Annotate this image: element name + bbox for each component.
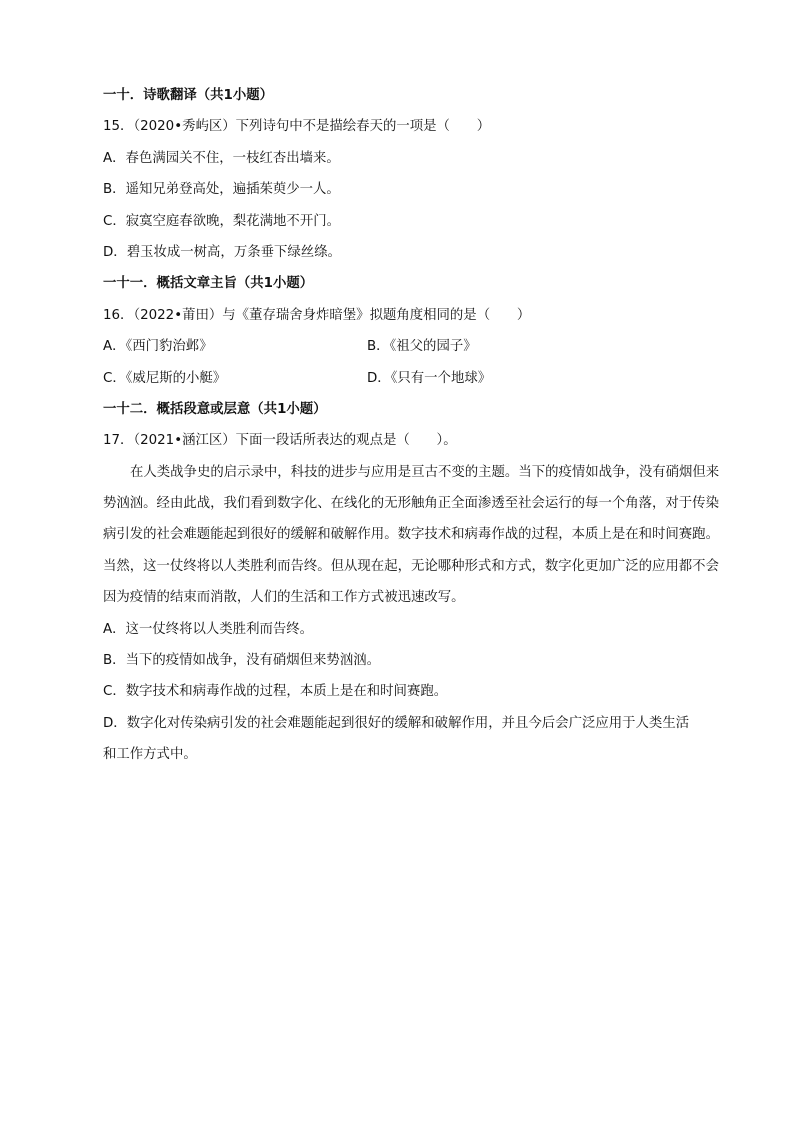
question-17-option-c: C．数字技术和病毒作战的过程，本质上是在和时间赛跑。 [103, 684, 448, 700]
question-15-option-c: C．寂寞空庭春欲晚，梨花满地不开门。 [103, 213, 340, 229]
passage-line-5: 因为疫情的结束而消散，人们的生活和工作方式被迅速改写。 [103, 590, 465, 606]
passage-line-2: 势汹汹。经由此战，我们看到数字化、在线化的无形触角正全面渗透至社会运行的每一个角落，对于传染 [103, 496, 719, 512]
question-17: 17．（2021•涵江区）下面一段话所表达的观点是（ ）。 [103, 433, 457, 449]
question-16-options-row-2 [103, 363, 703, 394]
question-16-option-a: A．《西门豹治邺》 [103, 339, 213, 355]
section-heading-11: 一十一．概括文章主旨（共1小题） [103, 276, 314, 292]
passage-line-4: 当然，这一仗终将以人类胜利而告终。但从现在起，无论哪种形式和方式，数字化更加广泛的应用都不会 [103, 558, 719, 574]
question-17-option-b: B．当下的疫情如战争，没有硝烟但来势汹汹。 [103, 653, 380, 669]
section-heading-12: 一十二．概括段意或层意（共1小题） [103, 401, 327, 417]
question-15-option-d: D．碧玉妆成一树高，万条垂下绿丝绦。 [103, 244, 341, 260]
passage-line-3: 病引发的社会难题能起到很好的缓解和破解作用。数字技术和病毒作战的过程，本质上是在和时间赛跑。 [103, 527, 719, 543]
question-17-option-d-continued: 和工作方式中。 [103, 747, 197, 763]
document-content [103, 80, 720, 771]
passage-line-1: 在人类战争史的启示录中，科技的进步与应用是亘古不变的主题。当下的疫情如战争，没有硝烟但来 [130, 464, 720, 480]
question-15-option-b: B．遥知兄弟登高处，遍插茱萸少一人。 [103, 182, 340, 198]
question-16-option-b: B．《祖父的园子》 [367, 339, 477, 355]
question-16-option-c: C．《威尼斯的小艇》 [103, 370, 227, 386]
question-15-option-a: A．春色满园关不住，一枝红杏出墙来。 [103, 150, 340, 166]
question-17-option-d: D．数字化对传染病引发的社会难题能起到很好的缓解和破解作用，并且今后会广泛应用于人类生活 [103, 715, 690, 731]
section-heading-10: 一十．诗歌翻译（共1小题） [103, 88, 274, 103]
question-15: 15．（2020•秀屿区）下列诗句中不是描绘春天的一项是（ ） [103, 119, 491, 135]
question-16: 16．（2022•莆田）与《董存瑞舍身炸暗堡》拟题角度相同的是（ ） [103, 307, 531, 323]
question-17-option-a: A．这一仗终将以人类胜利而告终。 [103, 621, 314, 637]
question-16-options-row-1 [103, 331, 703, 362]
question-16-option-d: D．《只有一个地球》 [367, 370, 492, 386]
